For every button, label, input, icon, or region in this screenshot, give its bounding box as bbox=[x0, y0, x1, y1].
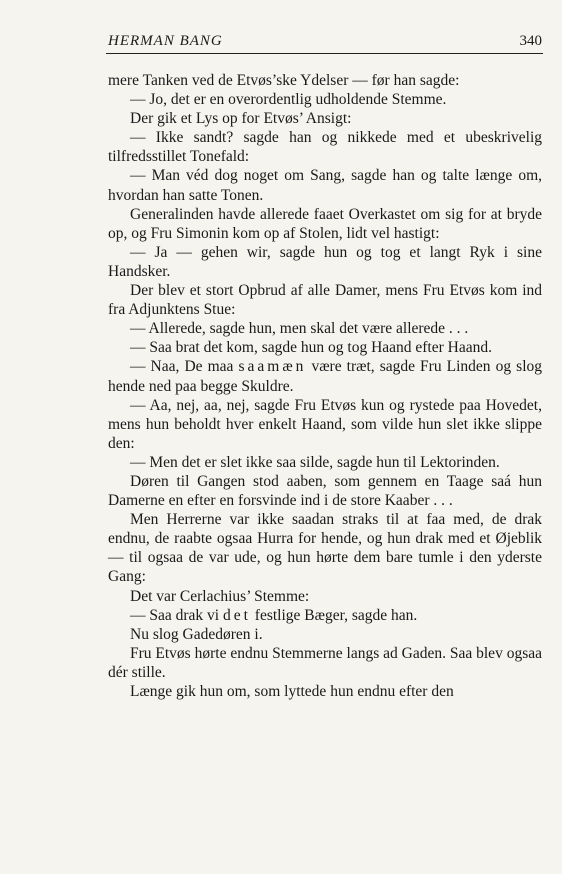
running-header bbox=[108, 33, 542, 53]
paragraph bbox=[108, 281, 542, 319]
paragraph-text: — Man véd dog noget om Sang, sagde han og talte længe om, hvordan han satte Tonen. bbox=[108, 167, 542, 204]
paragraph bbox=[108, 682, 542, 701]
header-rule bbox=[106, 53, 543, 54]
paragraph bbox=[108, 319, 542, 338]
spaced-emphasis-text: det bbox=[222, 606, 251, 624]
paragraph-text: — Men det er slet ikke saa silde, sagde hun til Lektorinden. bbox=[130, 453, 500, 471]
page-number: 340 bbox=[519, 33, 542, 49]
paragraph-text: — Ikke sandt? sagde han og nikkede med et ubeskrivelig tilfredsstillet Tonefald: bbox=[108, 129, 542, 166]
paragraph-text: Fru Etvøs hørte endnu Stemmerne langs ad Gaden. Saa blev ogsaa dér stille. bbox=[108, 644, 542, 681]
spaced-emphasis-text: saamæn bbox=[238, 358, 307, 376]
paragraph bbox=[108, 243, 542, 281]
paragraph-text: Døren til Gangen stod aaben, som gennem en Taage saá hun Damerne en efter en forsvinde ind i de store Kaaber . . . bbox=[108, 472, 542, 510]
paragraph bbox=[108, 128, 542, 166]
paragraph-text: — Allerede, sagde hun, men skal det være allerede . . . bbox=[130, 320, 469, 338]
paragraph-text: Der gik et Lys op for Etvøs’ Ansigt: bbox=[130, 110, 352, 128]
body-text bbox=[108, 71, 542, 701]
paragraph-text: Der blev et stort Opbrud af alle Damer, mens Fru Etvøs kom ind fra Adjunktens Stue: bbox=[108, 282, 542, 319]
paragraph bbox=[108, 205, 542, 243]
paragraph-text: være træt, sagde Fru Linden og slog hende ned paa begge Skuldre. bbox=[108, 358, 543, 395]
paragraph-text: — Jo, det er en overordentlig udholdende Stemme. bbox=[130, 91, 447, 109]
paragraph bbox=[108, 587, 542, 606]
paragraph bbox=[108, 109, 542, 128]
paragraph bbox=[108, 357, 542, 395]
paragraph-text: — Aa, nej, aa, nej, sagde Fru Etvøs kun og rystede paa Hovedet, mens hun beholdt hver enkelt Haand, som vilde hun slet ikke slippe den: bbox=[108, 396, 542, 452]
paragraph-text: Længe gik hun om, som lyttede hun endnu efter den bbox=[130, 683, 454, 700]
paragraph bbox=[108, 166, 542, 204]
paragraph-text: — Saa brat det kom, sagde hun og tog Haand efter Haand. bbox=[130, 339, 492, 357]
paragraph bbox=[108, 644, 542, 682]
running-title: HERMAN BANG bbox=[108, 33, 223, 49]
paragraph-text: mere Tanken ved de Etvøs’ske Ydelser — før han sagde: bbox=[108, 72, 460, 89]
paragraph bbox=[108, 338, 542, 357]
paragraph-text: Det var Cerlachius’ Stemme: bbox=[130, 587, 310, 605]
paragraph bbox=[108, 90, 542, 109]
paragraph-text: — Saa drak vi bbox=[130, 606, 223, 624]
paragraph bbox=[108, 71, 542, 90]
paragraph-text: Nu slog Gadedøren i. bbox=[130, 625, 263, 643]
paragraph-text: festlige Bæger, sagde han. bbox=[250, 606, 418, 624]
paragraph bbox=[108, 453, 542, 472]
paragraph-text: Men Herrerne var ikke saadan straks til at faa med, de drak endnu, de raabte ogsaa Hurra for hende, og hun drak med et Øjeblik — til ogsaa de var ude, og hun hørte dem bare tumle i den yderste Gang: bbox=[108, 511, 542, 586]
paragraph-text: — Naa, De maa bbox=[130, 358, 239, 376]
paragraph bbox=[108, 510, 542, 586]
paragraph bbox=[108, 606, 542, 625]
paragraph bbox=[108, 625, 542, 644]
paragraph-text: — Ja — gehen wir, sagde hun og tog et langt Ryk i sine Handsker. bbox=[108, 243, 542, 280]
paragraph-text: Generalinden havde allerede faaet Overkastet om sig for at bryde op, og Fru Simonin kom op af Stolen, lidt vel hastigt: bbox=[108, 205, 542, 242]
paragraph bbox=[108, 396, 542, 453]
paragraph bbox=[108, 472, 542, 510]
